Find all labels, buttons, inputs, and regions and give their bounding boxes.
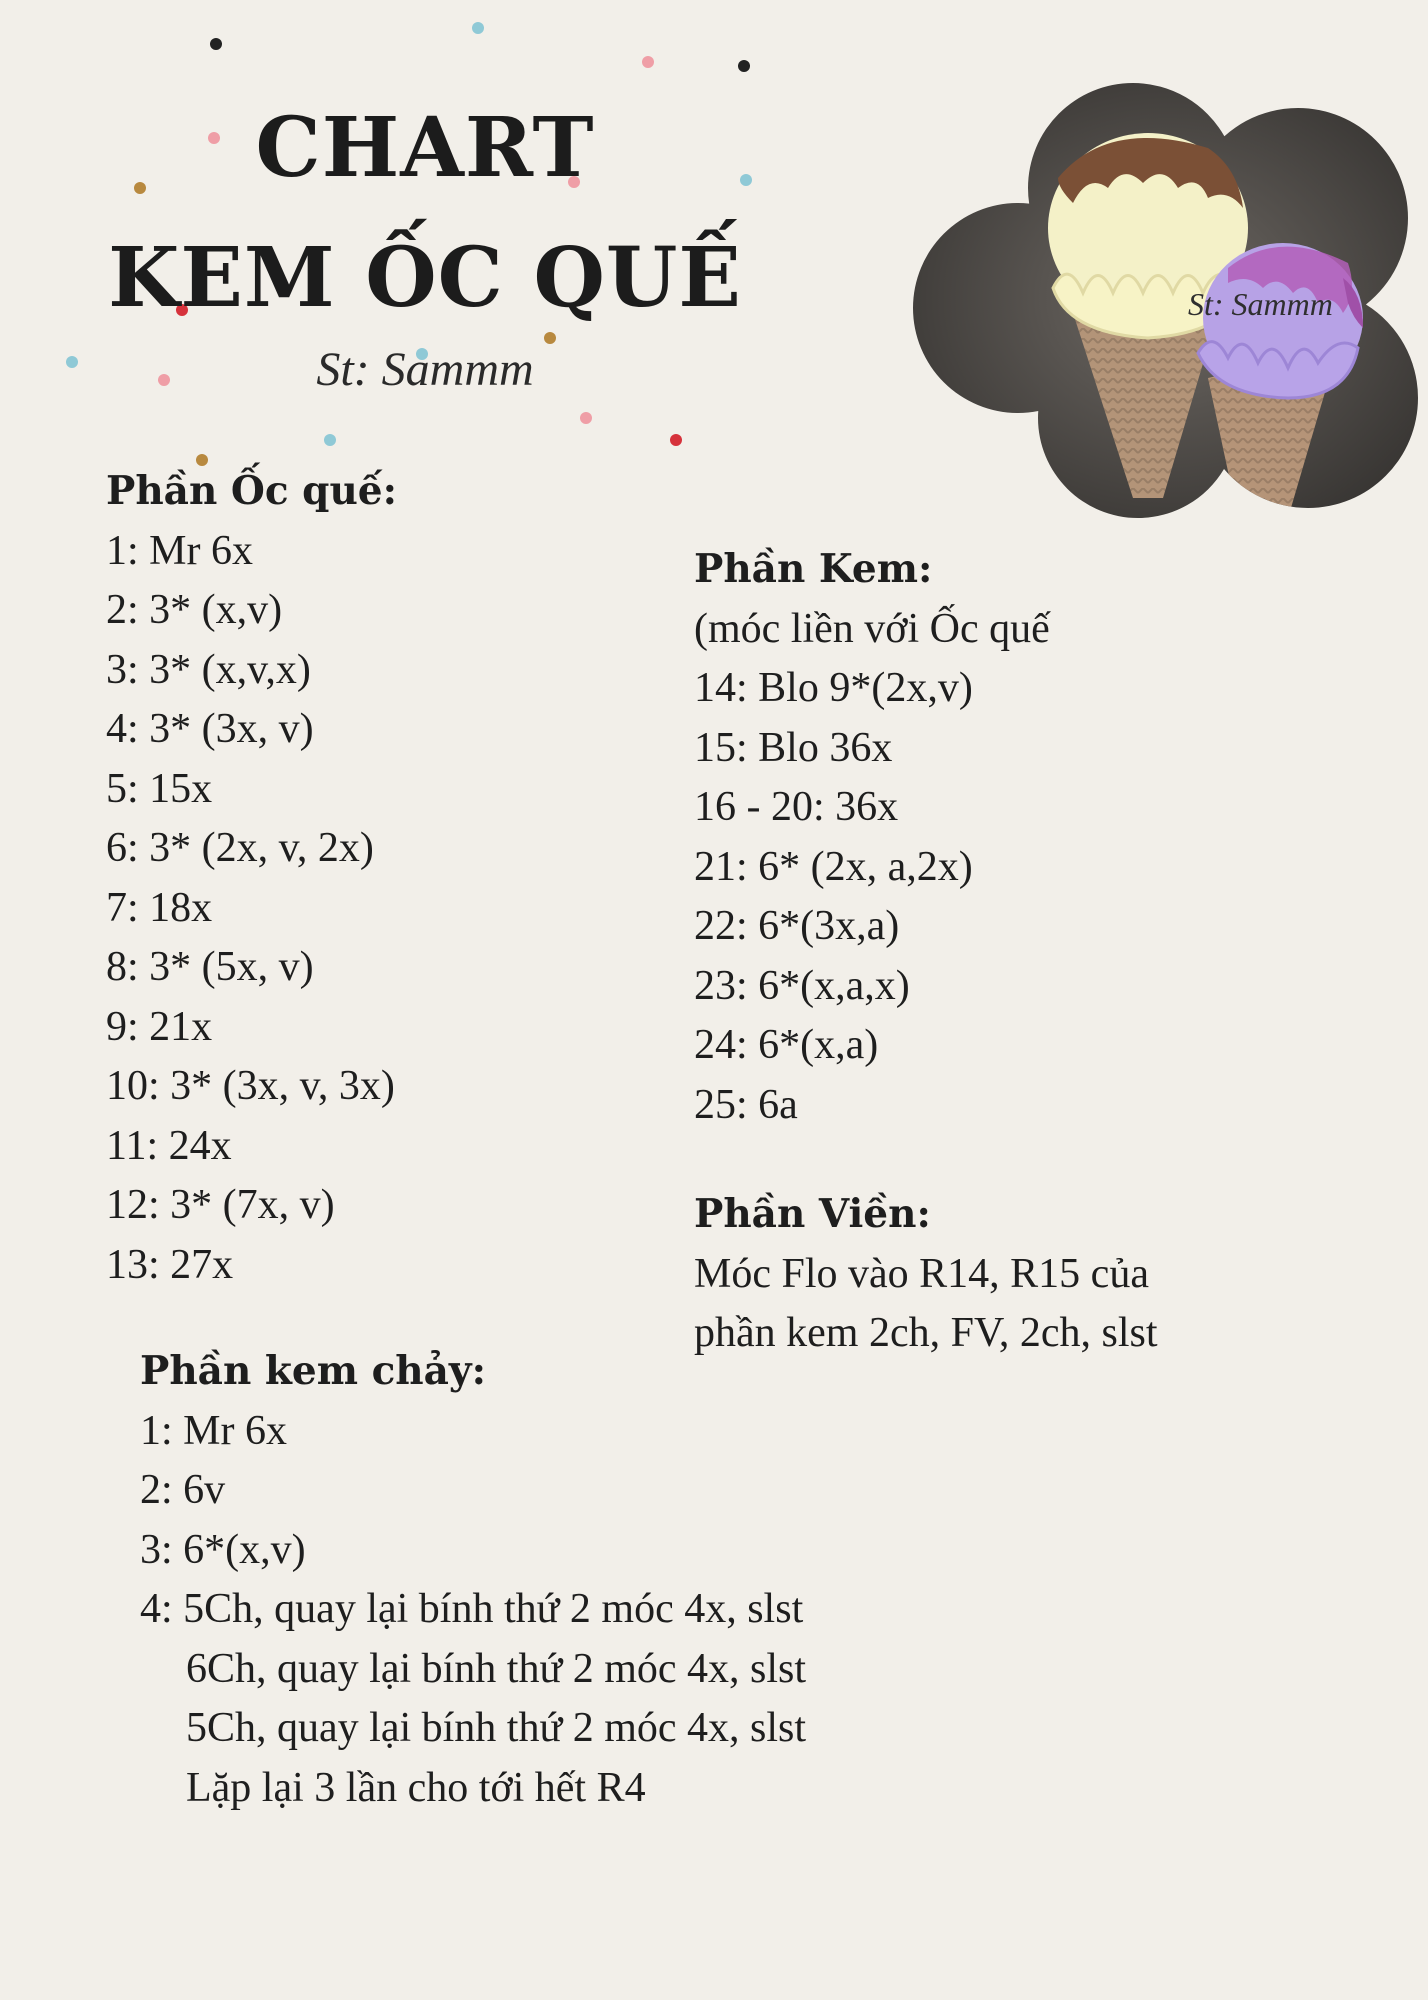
rim-row: phần kem 2ch, FV, 2ch, slst — [694, 1310, 1158, 1356]
rim-row: Móc Flo vào R14, R15 của — [694, 1250, 1149, 1297]
cream-row: 23: 6*(x,a,x) — [694, 962, 910, 1009]
confetti-dot — [472, 22, 484, 34]
cone-heading: Phần Ốc quế: — [106, 468, 398, 514]
cone-row: 2: 3* (x,v) — [106, 587, 283, 633]
drip-row: 1: Mr 6x — [140, 1407, 287, 1454]
page-subtitle: KEM ỐC QUẾ — [108, 230, 742, 326]
drip-heading: Phần kem chảy: — [140, 1348, 486, 1394]
confetti-dot — [210, 38, 222, 50]
cone-row: 1: Mr 6x — [106, 527, 253, 574]
cone-section — [106, 462, 397, 1295]
cone-row: 11: 24x — [106, 1122, 232, 1169]
author-credit: St: Sammm — [316, 343, 534, 396]
cream-row: 24: 6*(x,a) — [694, 1022, 879, 1068]
confetti-dot — [580, 412, 592, 424]
cone-row: 12: 3* (7x, v) — [106, 1182, 335, 1228]
cone-row: 9: 21x — [106, 1003, 213, 1050]
cream-heading: Phần Kem: — [694, 546, 933, 592]
drip-section — [140, 1342, 806, 1818]
cream-row: 21: 6* (2x, a,2x) — [694, 843, 973, 890]
cone-row: 7: 18x — [106, 884, 213, 931]
cream-row: (móc liền với Ốc quế — [694, 605, 1050, 652]
cream-row: 22: 6*(3x,a) — [694, 903, 900, 949]
cone-row: 4: 3* (3x, v) — [106, 706, 314, 752]
cone-row: 6: 3* (2x, v, 2x) — [106, 825, 374, 871]
cone-row: 3: 3* (x,v,x) — [106, 646, 311, 693]
drip-row-continuation: 5Ch, quay lại bính thứ 2 móc 4x, slst — [186, 1705, 807, 1751]
cream-row: 25: 6a — [694, 1081, 798, 1128]
rim-section — [694, 1185, 1158, 1364]
confetti-dot — [642, 56, 654, 68]
drip-row-continuation: Lặp lại 3 lần cho tới hết R4 — [186, 1764, 646, 1811]
rim-heading: Phần Viền: — [694, 1191, 931, 1237]
cone-row: 10: 3* (3x, v, 3x) — [106, 1063, 395, 1109]
drip-row-continuation: 6Ch, quay lại bính thứ 2 móc 4x, slst — [186, 1645, 807, 1692]
drip-row: 2: 6v — [140, 1467, 226, 1513]
page-title: CHART — [255, 100, 595, 196]
cream-row: 15: Blo 36x — [694, 724, 893, 771]
drip-row: 3: 6*(x,v) — [140, 1526, 306, 1573]
ice-cream-photo — [908, 78, 1428, 518]
cream-section — [694, 540, 1050, 1135]
cream-row: 16 - 20: 36x — [694, 784, 899, 830]
photo-watermark: St: Sammm — [1188, 286, 1333, 322]
drip-row: 4: 5Ch, quay lại bính thứ 2 móc 4x, slst — [140, 1586, 804, 1632]
confetti-dot — [670, 434, 682, 446]
cone-row: 5: 15x — [106, 765, 213, 812]
cream-row: 14: Blo 9*(2x,v) — [694, 665, 973, 711]
cone-row: 8: 3* (5x, v) — [106, 944, 314, 990]
cone-row: 13: 27x — [106, 1241, 234, 1288]
confetti-dot — [324, 434, 336, 446]
confetti-dot — [738, 60, 750, 72]
